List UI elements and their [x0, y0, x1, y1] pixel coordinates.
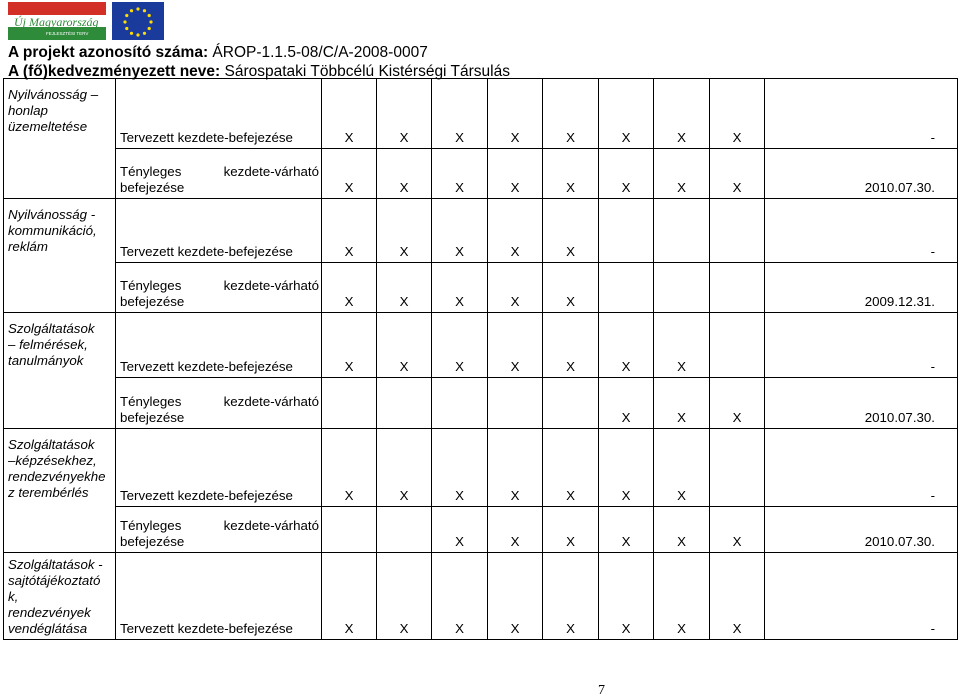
actual-mark: X: [599, 378, 654, 429]
planned-mark: X: [322, 553, 377, 640]
actual-mark: [322, 507, 377, 553]
planned-row: [4, 313, 958, 378]
planned-result: -: [765, 199, 958, 263]
planned-row: [4, 79, 958, 149]
activity-name-line: Nyilvánosság -: [8, 207, 96, 222]
planned-result: -: [765, 313, 958, 378]
planned-mark: X: [377, 313, 432, 378]
planned-mark: X: [377, 429, 432, 507]
actual-mark: X: [543, 507, 599, 553]
planned-mark: [654, 199, 710, 263]
planned-result: -: [765, 79, 958, 149]
svg-text:FEJLESZTÉSI TERV: FEJLESZTÉSI TERV: [46, 31, 89, 36]
actual-label: [116, 149, 322, 199]
actual-mark: [710, 263, 765, 313]
project-id-line: [8, 43, 510, 62]
planned-mark: X: [322, 313, 377, 378]
actual-label: [116, 378, 322, 429]
planned-mark: X: [432, 429, 488, 507]
planned-label: Tervezett kezdete-befejezése: [116, 313, 322, 378]
planned-mark: X: [322, 429, 377, 507]
beneficiary-label: A (fő)kedvezményezett neve:: [8, 63, 221, 80]
planned-mark: X: [432, 313, 488, 378]
activity-name: [4, 553, 116, 640]
planned-mark: X: [654, 313, 710, 378]
planned-mark: [710, 313, 765, 378]
actual-label-part: Tényleges: [120, 164, 182, 179]
planned-mark: [710, 429, 765, 507]
actual-mark: [377, 507, 432, 553]
actual-mark: X: [599, 149, 654, 199]
planned-mark: X: [654, 79, 710, 149]
planned-mark: X: [322, 79, 377, 149]
actual-label: [116, 263, 322, 313]
actual-result: 2009.12.31.: [765, 263, 958, 313]
planned-mark: X: [543, 79, 599, 149]
planned-mark: X: [488, 429, 543, 507]
actual-label-part: befejezése: [120, 410, 185, 425]
planned-mark: X: [377, 553, 432, 640]
planned-result: -: [765, 553, 958, 640]
actual-mark: X: [654, 149, 710, 199]
activity-name-line: Szolgáltatások -: [8, 557, 103, 572]
actual-label-part: Tényleges: [120, 394, 182, 409]
planned-mark: X: [599, 553, 654, 640]
actual-row: [4, 507, 958, 553]
activity-name-line: kommunikáció,: [8, 223, 97, 238]
actual-mark: X: [432, 263, 488, 313]
activity-name: [4, 429, 116, 553]
uj-magyarorszag-logo: [8, 2, 106, 40]
actual-result: 2010.07.30.: [765, 507, 958, 553]
planned-mark: X: [654, 429, 710, 507]
actual-label-part: befejezése: [120, 294, 185, 309]
activity-name-line: rendezvényekhe: [8, 469, 106, 484]
actual-mark: [543, 378, 599, 429]
activity-name-line: Nyilvánosság –: [8, 87, 99, 102]
actual-mark: X: [654, 378, 710, 429]
actual-mark: X: [488, 149, 543, 199]
planned-mark: X: [599, 313, 654, 378]
activity-name-line: reklám: [8, 239, 48, 254]
actual-mark: [488, 378, 543, 429]
planned-mark: X: [599, 429, 654, 507]
planned-mark: X: [543, 553, 599, 640]
actual-label-part: befejezése: [120, 180, 185, 195]
actual-label: [116, 507, 322, 553]
actual-mark: X: [710, 149, 765, 199]
planned-result: -: [765, 429, 958, 507]
planned-mark: X: [488, 79, 543, 149]
planned-label: Tervezett kezdete-befejezése: [116, 79, 322, 149]
actual-mark: X: [377, 263, 432, 313]
actual-mark: X: [377, 149, 432, 199]
activity-name: [4, 199, 116, 313]
project-id-label: A projekt azonosító száma:: [8, 44, 209, 61]
actual-mark: X: [543, 149, 599, 199]
planned-row: [4, 429, 958, 507]
actual-mark: X: [488, 263, 543, 313]
actual-label-part: Tényleges: [120, 278, 182, 293]
actual-mark: X: [710, 507, 765, 553]
schedule-table: [3, 78, 958, 640]
planned-mark: X: [377, 79, 432, 149]
project-id-value: ÁROP-1.1.5-08/C/A-2008-0007: [212, 44, 428, 61]
actual-mark: [599, 263, 654, 313]
activity-name-line: k,: [8, 589, 19, 604]
actual-mark: X: [322, 149, 377, 199]
beneficiary-value: Sárospataki Többcélú Kistérségi Társulás: [224, 63, 510, 80]
planned-mark: X: [432, 199, 488, 263]
actual-mark: X: [432, 149, 488, 199]
planned-mark: X: [599, 79, 654, 149]
planned-label: Tervezett kezdete-befejezése: [116, 199, 322, 263]
activity-name-line: z terembérlés: [8, 485, 89, 500]
actual-row: [4, 263, 958, 313]
planned-mark: X: [488, 553, 543, 640]
activity-name-line: sajtótájékoztató: [8, 573, 101, 588]
actual-mark: X: [432, 507, 488, 553]
planned-mark: X: [322, 199, 377, 263]
actual-label-part: kezdete-várható: [223, 394, 319, 409]
planned-label: Tervezett kezdete-befejezése: [116, 553, 322, 640]
eu-flag-icon: [112, 2, 164, 40]
planned-mark: X: [488, 313, 543, 378]
actual-mark: X: [710, 378, 765, 429]
actual-label-part: Tényleges: [120, 518, 182, 533]
actual-mark: [322, 378, 377, 429]
actual-mark: [654, 263, 710, 313]
planned-mark: X: [543, 199, 599, 263]
activity-name: [4, 79, 116, 199]
actual-label-part: kezdete-várható: [223, 164, 319, 179]
planned-mark: X: [377, 199, 432, 263]
activity-name-line: Szolgáltatások: [8, 321, 95, 336]
actual-row: [4, 378, 958, 429]
page-number: 7: [598, 683, 605, 698]
planned-mark: X: [488, 199, 543, 263]
activity-name: [4, 313, 116, 429]
activity-name-line: üzemeltetése: [8, 119, 88, 134]
planned-row: [4, 199, 958, 263]
actual-label-part: befejezése: [120, 534, 185, 549]
activity-name-line: rendezvények: [8, 605, 91, 620]
activity-name-line: –képzésekhez,: [8, 453, 97, 468]
planned-mark: X: [710, 79, 765, 149]
actual-mark: X: [654, 507, 710, 553]
planned-mark: X: [432, 79, 488, 149]
planned-mark: X: [710, 553, 765, 640]
planned-label: Tervezett kezdete-befejezése: [116, 429, 322, 507]
activity-name-line: tanulmányok: [8, 353, 84, 368]
actual-mark: X: [599, 507, 654, 553]
actual-label-part: kezdete-várható: [223, 518, 319, 533]
planned-mark: [710, 199, 765, 263]
planned-mark: X: [543, 429, 599, 507]
planned-mark: X: [654, 553, 710, 640]
actual-label-part: kezdete-várható: [223, 278, 319, 293]
actual-result: 2010.07.30.: [765, 149, 958, 199]
actual-mark: [377, 378, 432, 429]
activity-name-line: vendéglátása: [8, 621, 88, 636]
planned-mark: X: [543, 313, 599, 378]
activity-name-line: – felmérések,: [8, 337, 88, 352]
activity-name-line: Szolgáltatások: [8, 437, 95, 452]
actual-mark: X: [322, 263, 377, 313]
planned-mark: X: [432, 553, 488, 640]
project-header: [8, 43, 510, 81]
actual-row: [4, 149, 958, 199]
svg-text:Új Magyarország: Új Magyarország: [14, 15, 99, 29]
actual-mark: X: [488, 507, 543, 553]
planned-row: [4, 553, 958, 640]
actual-mark: X: [543, 263, 599, 313]
planned-mark: [599, 199, 654, 263]
activity-name-line: honlap: [8, 103, 48, 118]
actual-result: 2010.07.30.: [765, 378, 958, 429]
actual-mark: [432, 378, 488, 429]
